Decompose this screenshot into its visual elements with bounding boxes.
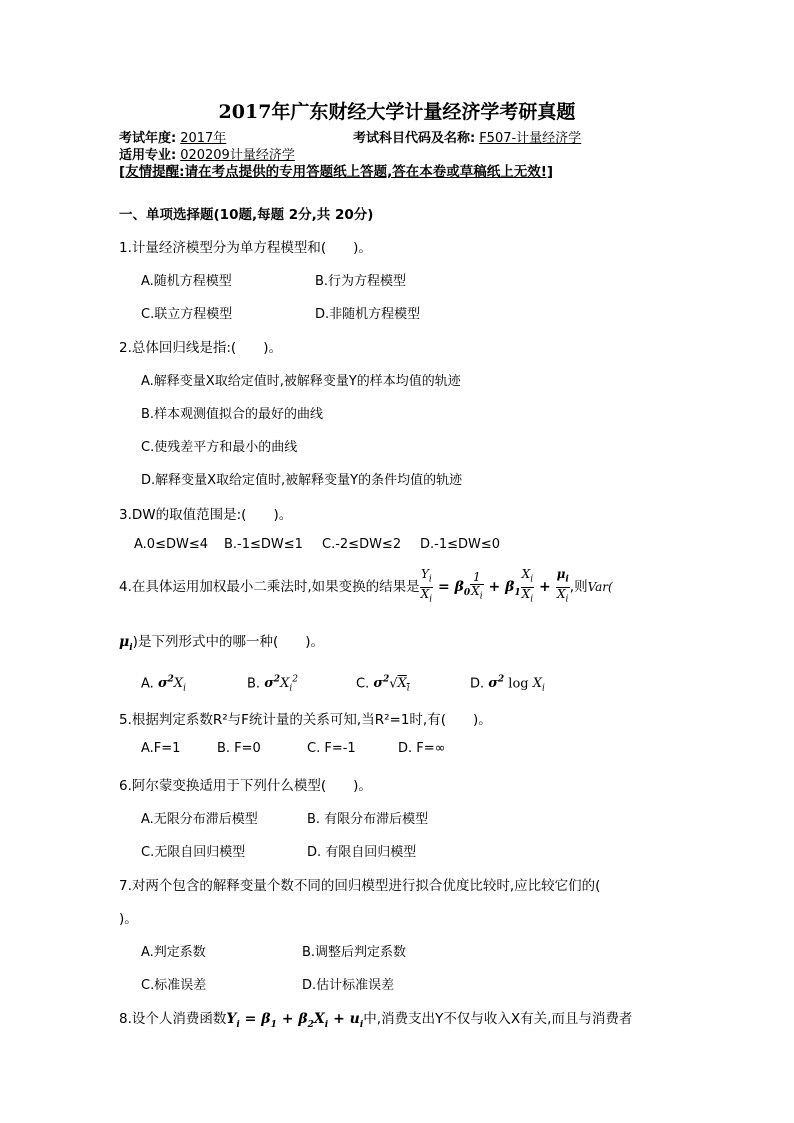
q7-option-c: C.标准误差 — [141, 978, 207, 993]
q2-option-d: D.解释变量X取给定值时,被解释变量Y的条件均值的轨迹 — [141, 473, 463, 488]
page-title: 2017年广东财经大学计量经济学考研真题 — [218, 101, 576, 123]
q5-stem: 5.根据判定系数R²与F统计量的关系可知,当R²=1时,有( )。 — [119, 712, 492, 728]
q8-stem — [119, 1007, 632, 1030]
q3-option-c: C.-2≤DW≤2 — [322, 537, 402, 552]
q7-option-a: A.判定系数 — [141, 945, 206, 960]
q1-option-b: B.行为方程模型 — [315, 274, 407, 289]
q6-option-b: B. 有限分布滞后模型 — [307, 812, 429, 827]
q3-stem: 3.DW的取值范围是:( )。 — [119, 507, 293, 523]
q4-option-b: B. $\sigma^2X_i^2$ — [247, 675, 298, 694]
exam-year-label: 考试年度: — [119, 131, 177, 146]
exam-subject-label: 考试科目代码及名称: — [353, 131, 476, 146]
q5-option-a: A.F=1 — [141, 741, 181, 756]
q8-stem-post: 中,消费支出Y不仅与收入X有关,而且与消费者 — [363, 1011, 633, 1027]
q1-option-d: D.非随机方程模型 — [315, 307, 421, 322]
q2-option-b: B.样本观测值拟合的最好的曲线 — [141, 407, 324, 422]
q8-stem-pre: 8.设个人消费函数 — [119, 1011, 227, 1027]
q4-stem-line2-text: )是下列形式中的哪一种( )。 — [132, 634, 324, 650]
q2-stem: 2.总体回归线是指:( )。 — [119, 340, 282, 356]
q1-option-a: A.随机方程模型 — [141, 274, 232, 289]
q7-stem: 7.对两个包含的解释变量个数不同的回归模型进行拟合优度比较时,应比较它们的( — [119, 878, 601, 894]
exam-major-value: 020209计量经济学 — [180, 148, 295, 163]
q4-stem-line2: $\mu_i$)是下列形式中的哪一种( )。 — [119, 634, 324, 653]
q4-option-d: D. $\sigma^2$ $\log X_i$ — [470, 675, 545, 694]
q6-option-c: C.无限自回归模型 — [141, 845, 246, 860]
q4-stem: 4.在具体运用加权最小二乘法时,如果变换的结果是 $\frac{Y_i}{X_i}$ = $\beta_0$ $\frac{1}{X_i}$ + $\beta_1$ $\frac{X_i}{X_i}$ + $\frac{\mu_i}{X_i}$ ,则Var( — [119, 567, 613, 604]
notice: [友情提醒:请在考点提供的专用答题纸上答题,答在本卷或草稿纸上无效!] — [119, 164, 554, 180]
q7-option-d: D.估计标准误差 — [302, 978, 395, 993]
q3-option-b: B.-1≤DW≤1 — [224, 537, 303, 552]
q4-option-a: A. $\sigma^2X_i$ — [141, 675, 186, 694]
section-title: 一、单项选择题(10题,每题 2分,共 20分) — [119, 207, 374, 223]
q2-option-a: A.解释变量X取给定值时,被解释变量Y的样本均值的轨迹 — [141, 374, 461, 389]
q5-option-d: D. F=∞ — [398, 741, 446, 756]
exam-year-value: 2017年 — [180, 131, 227, 146]
q3-option-d: D.-1≤DW≤0 — [420, 537, 501, 552]
q6-stem: 6.阿尔蒙变换适用于下列什么模型( )。 — [119, 778, 372, 794]
q6-option-d: D. 有限自回归模型 — [307, 845, 417, 860]
exam-subject — [353, 127, 581, 146]
exam-subject-value: F507-计量经济学 — [479, 131, 582, 146]
q2-option-c: C.使残差平方和最小的曲线 — [141, 440, 298, 455]
q8-formula: $Y_i = \beta_1 + \beta_2X_i + u_i$ — [226, 1011, 364, 1030]
q4-option-c: C. $\sigma^2√X_i$ — [356, 675, 410, 694]
q4-formula-lhs: $\frac{Y_i}{X_i}$ — [420, 567, 433, 604]
q1-option-c: C.联立方程模型 — [141, 307, 233, 322]
q1-stem: 1.计量经济模型分为单方程模型和( )。 — [119, 240, 372, 256]
q4-var: Var( — [587, 580, 613, 594]
exam-major-label: 适用专业: — [119, 148, 177, 163]
q6-option-a: A.无限分布滞后模型 — [141, 812, 258, 827]
q5-option-b: B. F=0 — [217, 741, 261, 756]
q7-option-b: B.调整后判定系数 — [302, 945, 407, 960]
q5-option-c: C. F=-1 — [307, 741, 356, 756]
q7-stem-line2: )。 — [119, 911, 138, 927]
q3-option-a: A.0≤DW≤4 — [134, 537, 208, 552]
q4-stem-pre: 4.在具体运用加权最小二乘法时,如果变换的结果是 — [119, 579, 420, 595]
q4-stem-post: ,则 — [569, 579, 588, 595]
